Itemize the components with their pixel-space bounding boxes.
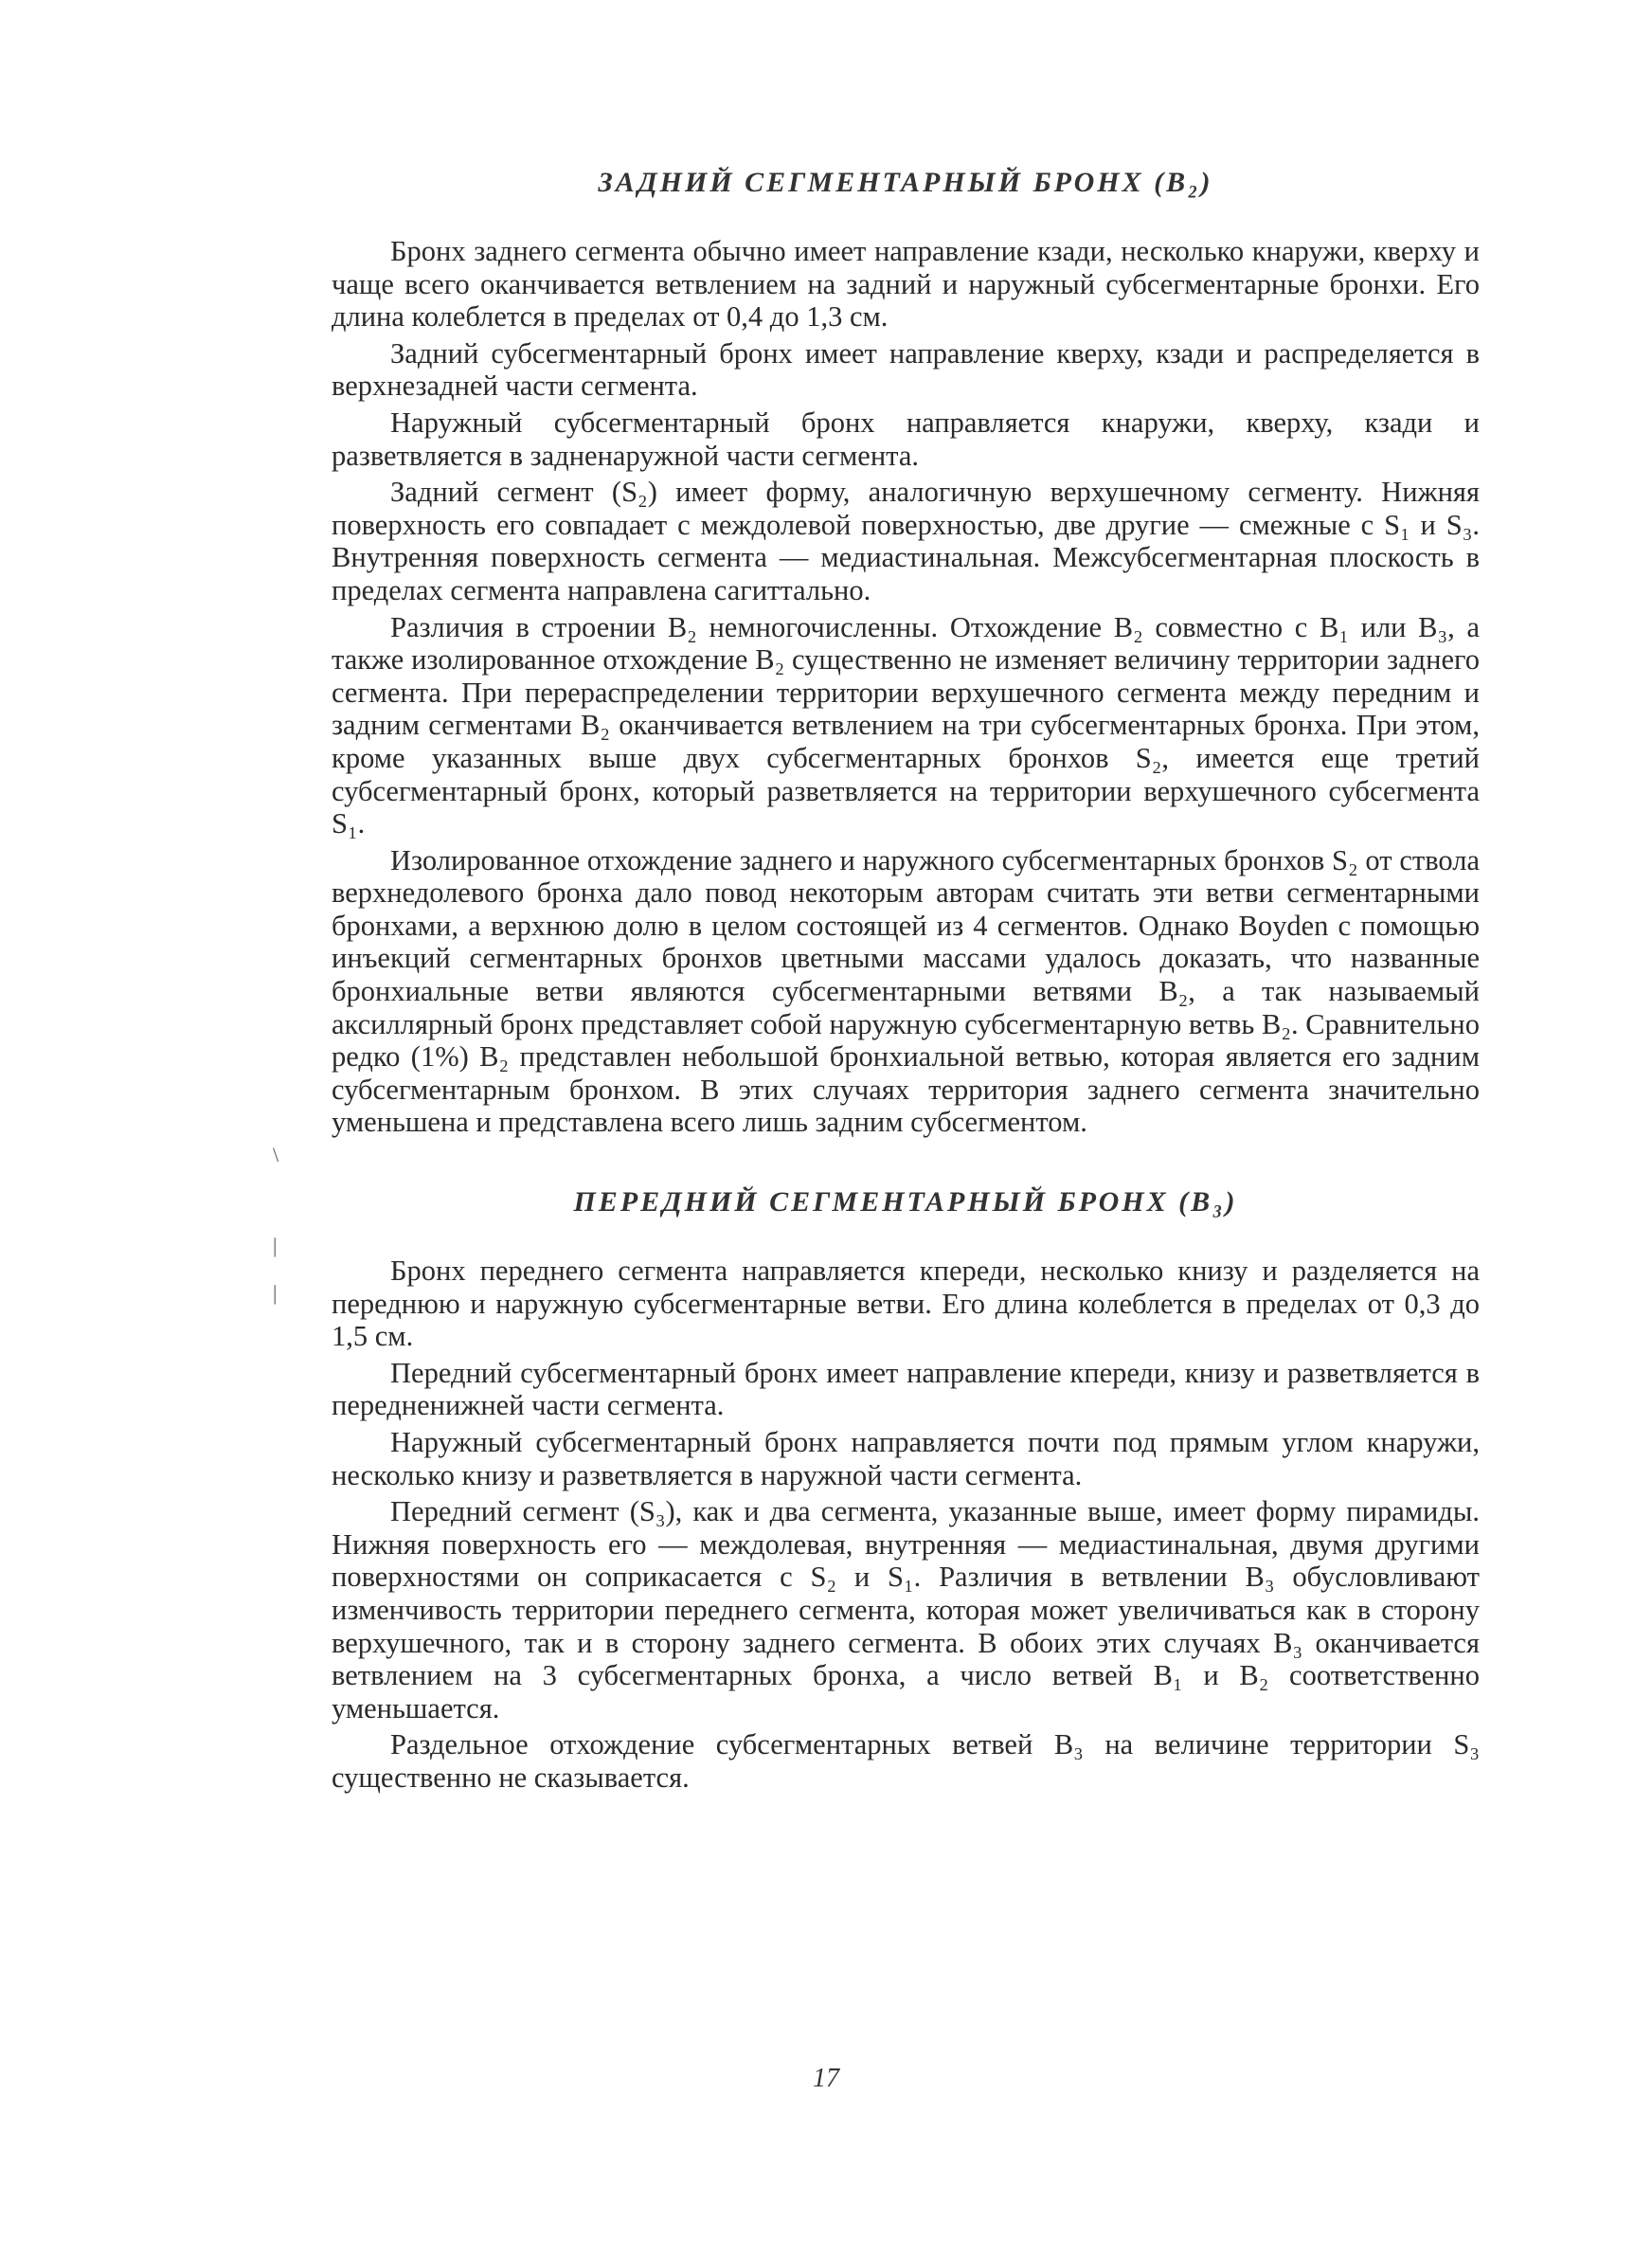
margin-mark: | <box>273 1281 278 1305</box>
paragraph: Наружный субсегментарный бронх направляется кнаружи, кверху, кзади и разветвляется в задненаружной части сегмента. <box>332 406 1480 472</box>
paragraph: Задний субсегментарный бронх имеет направление кверху, кзади и распределяется в верхнезадней части сегмента. <box>332 336 1480 403</box>
paragraph: Наружный субсегментарный бронх направляется почти под прямым углом кнаружи, несколько книзу и разветвляется в наружной части сегмента. <box>332 1426 1480 1491</box>
paragraph: Передний сегмент (S₃), как и два сегмента, указанные выше, имеет форму пирамиды. Нижняя поверхность его — междолевая, внутренняя — медиастинальная, двумя другими поверхностями он соприкасается с S₂ и S₁. Различия в ветвлении B₃ обусловливают изменчивость территории переднего сегмента, которая может увеличиваться как в сторону верхушечного, так и в сторону заднего сегмента. В обоих этих случаях B₃ оканчивается ветвлением на 3 субсегментарных бронха, а число ветвей B₁ и B₂ соответственно уменьшается. <box>332 1495 1480 1724</box>
margin-mark: | <box>273 1234 278 1257</box>
page-content <box>332 167 1480 1795</box>
section-heading-posterior-bronchus: ЗАДНИЙ СЕГМЕНТАРНЫЙ БРОНХ (B₂) <box>598 167 1213 198</box>
paragraph: Раздельное отхождение субсегментарных ветвей B₃ на величине территории S₃ существенно не сказывается. <box>332 1728 1480 1794</box>
paragraph: Задний сегмент (S₂) имеет форму, аналогичную верхушечному сегменту. Нижняя поверхность его совпадает с междолевой поверхностью, две другие — смежные с S₁ и S₃. Внутренняя поверхность сегмента — медиастинальная. Межсубсегментарная плоскость в пределах сегмента направлена сагиттально. <box>332 476 1480 606</box>
paragraph: Передний субсегментарный бронх имеет направление кпереди, книзу и разветвляется в передненижней части сегмента. <box>332 1356 1480 1422</box>
paragraph: Изолированное отхождение заднего и наружного субсегментарных бронхов S₂ от ствола верхнедолевого бронха дало повод некоторым авторам считать эти ветви сегментарными бронхами, а верхнюю долю в целом состоящей из 4 сегментов. Однако Boyden с помощью инъекций сегментарных бронхов цветными массами удалось доказать, что названные бронхиальные ветви являются субсегментарными ветвями B₂, а так называемый аксиллярный бронх представляет собой наружную субсегментарную ветвь B₂. Сравнительно редко (1%) B₂ представлен небольшой бронхиальной ветвью, которая является его задним субсегментарным бронхом. В этих случаях территория заднего сегмента значительно уменьшена и представлена всего лишь задним субсегментом. <box>332 843 1480 1139</box>
page-number: 17 <box>813 2064 839 2093</box>
paragraph: Различия в строении B₂ немногочисленны. Отхождение B₂ совместно с B₁ или B₃, а также изолированное отхождение B₂ существенно не изменяет величину территории заднего сегмента. При перераспределении территории верхушечного сегмента между передним и задним сегментами B₂ оканчивается ветвлением на три субсегментарных бронха. При этом, кроме указанных выше двух субсегментарных бронхов S₂, имеется еще третий субсегментарный бронх, который разветвляется на территории верхушечного субсегмента S₁. <box>332 610 1480 840</box>
paragraph: Бронх заднего сегмента обычно имеет направление кзади, несколько кнаружи, кверху и чаще всего оканчивается ветвлением на задний и наружный субсегментарные бронхи. Его длина колеблется в пределах от 0,4 до 1,3 см. <box>332 235 1480 334</box>
section-heading-anterior-bronchus: ПЕРЕДНИЙ СЕГМЕНТАРНЫЙ БРОНХ (B₃) <box>573 1186 1238 1219</box>
margin-mark: \ <box>273 1143 279 1166</box>
margin-marks <box>273 1145 278 1304</box>
paragraph: Бронх переднего сегмента направляется кпереди, несколько книзу и разделяется на переднюю и наружную субсегментарные ветви. Его длина колеблется в пределах от 0,3 до 1,5 см. <box>332 1255 1480 1353</box>
